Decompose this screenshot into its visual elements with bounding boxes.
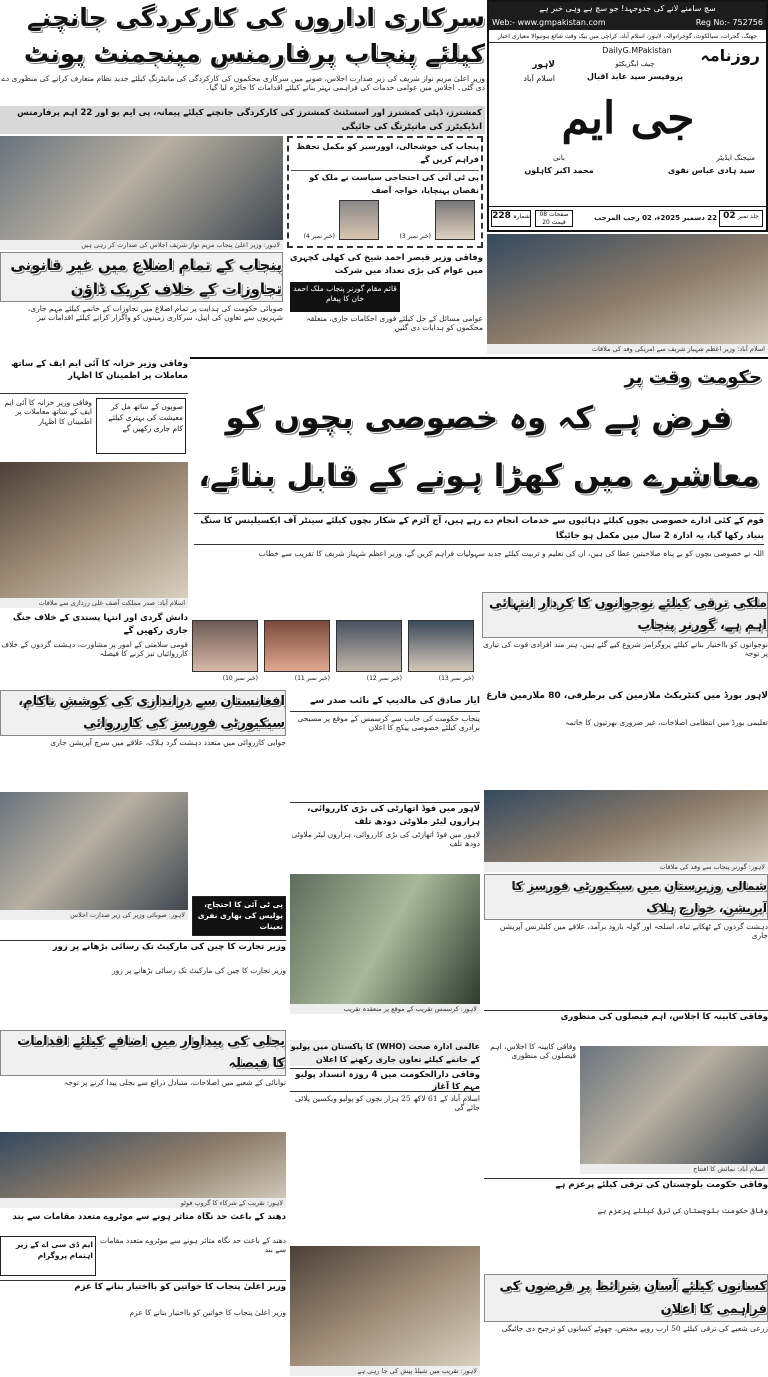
chief-executive-name: پروفیسر سید عابد اقبال [587, 72, 683, 81]
meeting-photo-top-caption: لاہور: وزیر اعلیٰ پنجاب مریم نواز شریف اجلاس کی صدارت کر رہی ہیں [0, 240, 283, 250]
thumb-1 [192, 620, 258, 672]
editions-line: جھنگ، گجرات، سیالکوٹ، گوجرانوالہ، لاہور، اسلام آباد، کراچی میں بیک وقت شائع ہونیوالا معیاری اخبار [489, 31, 766, 43]
provincial-meeting-caption: لاہور: صوبائی وزیر کی زیر صدارت اجلاس [0, 910, 188, 920]
protest-box: پی ٹی آئی کا احتجاج، پولیس کی بھاری نفری تعینات [192, 896, 286, 936]
finance-headline: وفاقی وزیر خزانہ کا آئی ایم ایف کے ساتھ معاملات پر اطمینان کا اظہار [0, 358, 188, 394]
power-generation-headline: بجلی کی پیداوار میں اضافے کیلئے اقدامات کا فیصلہ [0, 1030, 286, 1076]
board-employees-headline: لاہور بورڈ میں کنٹریکٹ ملازمین کی برطرفی، 80 ملازمین فارغ [486, 691, 768, 701]
cabinet-body: وفاقی کابینہ کا اجلاس، اہم فیصلوں کی منظوری [490, 1042, 576, 1061]
thumb-4 [408, 620, 474, 672]
governor-quote-box: قائم مقام گورنر پنجاب ملک احمد خان کا پیغام [290, 282, 400, 312]
governor-delegation-photo [484, 790, 768, 862]
number-label: شمارہ [513, 213, 530, 220]
encroachment-body: صوبائی حکومت کی ہدایت پر تمام اضلاع میں تجاوزات کے خاتمے کیلئے مہم جاری، شہریوں سے تعاون کی اپیل، سرکاری زمینوں کو واگزار کرانے کیلئے اقدامات تیز [27, 304, 283, 323]
top-mid-caption-1: (خبر نمبر 4) [303, 233, 335, 240]
speaker-meeting-headline: ایاز صادق کی مالدیپ کے نائب صدر سے [290, 690, 480, 712]
top-mid-box [287, 136, 483, 248]
masthead [487, 0, 768, 232]
newspaper-title: جی ایم [561, 93, 695, 144]
web-bar [489, 16, 766, 30]
thumb-4-caption: (خبر نمبر 13) [438, 675, 474, 682]
open-court-body: عوامی مسائل کے حل کیلئے فوری احکامات جاری، متعلقہ محکموں کو ہدایات دی گئیں [306, 314, 483, 333]
mdca-box: ایم ڈی سی اے کے زیر اہتمام پروگرام [0, 1236, 96, 1276]
reg-number: Reg No:- 752756 [695, 18, 763, 27]
pages-box [535, 210, 573, 227]
city-lahore: لاہور [532, 60, 555, 70]
website-link[interactable]: Web:- www.gmpakistan.com [492, 18, 606, 27]
president-meeting-caption: اسلام آباد: صدر مملکت آصف علی زرداری سے ملاقات [0, 598, 188, 608]
christmas-event-caption: لاہور: کرسمس تقریب کے موقع پر منعقدہ تقریب [290, 1004, 480, 1014]
portrait-thumb-2 [435, 200, 475, 240]
terror-body: قومی سلامتی کے امور پر مشاورت، دہشت گردوں کے خلاف کارروائیاں تیز کرنے کا فیصلہ [1, 640, 188, 659]
pm-meeting-photo-caption: اسلام آباد: وزیر اعظم شہباز شریف سے امریکی وفد کی ملاقات [487, 344, 768, 354]
thumb-3-caption: (خبر نمبر 12) [366, 675, 402, 682]
trade-headline: وزیر تجارت کا چین کی مارکیٹ تک رسائی بڑھانے پر زور [0, 940, 286, 964]
thumb-2-caption: (خبر نمبر 11) [294, 675, 330, 682]
shield-ceremony-caption: لاہور: تقریب میں شیلڈ پیش کی جا رہی ہے [290, 1366, 480, 1376]
price: قیمت 20 [542, 219, 566, 226]
managing-editor-name: سید ہادی عباس نقوی [667, 166, 755, 175]
farmers-loan-headline: کسانوں کیلئے آسان شرائط پر قرضوں کی فراہمی کا اعلان [484, 1274, 768, 1322]
founder-name: محمد اکبر کاہلوں [524, 166, 594, 175]
speaker-meeting-body: پنجاب حکومت کی جانب سے کرسمس کے موقع پر مسیحی برادری کیلئے خصوصی پیکج کا اعلان [297, 714, 480, 733]
top-mid-caption-2: (خبر نمبر 3) [399, 233, 431, 240]
farmers-loan-body: زرعی شعبے کی ترقی کیلئے 50 ارب روپے مختص، چھوٹے کسانوں کو ترجیح دی جائیگی [501, 1324, 768, 1333]
main-kicker: قوم کے کئی ادارے خصوصی بچوں کیلئے دہائیوں سے خدمات انجام دے رہے ہیں، آج آٹزم کے شکار بچوں کیلئے سینٹر آف ایکسیلینس کا سنگ بنیاد رکھا گیا، یہ ادارہ 2 سال میں مکمل ہو جائیگا [194, 513, 764, 545]
governor-delegation-caption: لاہور: گورنر پنجاب سے وفد کی ملاقات [484, 862, 768, 872]
top-mid-box-2: پی ٹی آئی کی احتجاجی سیاست نے ملک کو نقصان پہنچایا، خواجہ آصف [291, 170, 479, 198]
group-photo-caption: لاہور: تقریب کے شرکاء کا گروپ فوٹو [0, 1198, 286, 1208]
issue-number: 02 [723, 211, 736, 221]
fog-body: دھند کے باعث حد نگاہ متاثر ہونے سے موٹروے متعدد مقامات سے بند [100, 1236, 286, 1255]
fog-headline: دھند کے باعث حد نگاہ متاثر ہونے سے موٹروے متعدد مقامات سے بند [12, 1212, 286, 1222]
polio-campaign-body: اسلام آباد کے 61 لاکھ 25 ہزار بچوں کو پولیو ویکسین پلائی جائے گی [295, 1094, 480, 1113]
date-line: 22 دسمبر 2025ء، 02 رجب المرجب [594, 214, 717, 222]
board-employees-body: تعلیمی بورڈ میں انتظامی اصلاحات، غیر ضروری بھرتیوں کا خاتمہ [565, 718, 768, 727]
main-headline-line1: حکومت وقت پر [624, 367, 762, 388]
top-mid-box-1: پنجاب کی خوشحالی، اوورسیز کو مکمل تحفظ فراہم کریں گے [296, 142, 479, 164]
provincial-meeting-photo [0, 792, 188, 910]
thumb-strip [190, 590, 478, 686]
portrait-thumb-1 [339, 200, 379, 240]
finance-small-box: صوبوں کے ساتھ مل کر معیشت کی بہتری کیلئے کام جاری رکھیں گے [96, 398, 186, 454]
pm-meeting-photo [487, 234, 768, 344]
lead-headline-top: سرکاری اداروں کی کارکردگی جانچنے کیلئے پنجاب پرفارمنس مینجمنٹ یونٹ [23, 3, 485, 68]
chief-executive-label: چیف ایگزیکٹو [615, 60, 655, 68]
daily-en-title: DailyG.MPakistan [602, 46, 672, 55]
issue-info-bar [489, 206, 766, 230]
main-body: اللہ نے خصوصی بچوں کو بے پناہ صلاحیتیں عطا کی ہیں، ان کی تعلیم و تربیت کیلئے جدید سہولیات فراہم کریں گے، وزیر اعظم شہباز شریف کا تقریب سے خطاب [258, 549, 764, 558]
number-box [491, 210, 531, 227]
youth-body: نوجوانوں کو بااختیار بنانے کیلئے پروگرامز شروع کیے گئے ہیں، ہنر مند افرادی قوت کی تیاری پر توجہ [483, 640, 768, 659]
finance-body: وفاقی وزیر خزانہ کا آئی ایم ایف کے ساتھ معاملات پر اطمینان کا اظہار [4, 398, 92, 426]
shield-ceremony-photo [290, 1246, 480, 1366]
thumb-3 [336, 620, 402, 672]
encroachment-headline: پنجاب کے تمام اضلاع میں غیر قانونی تجاوزات کے خلاف کریک ڈاؤن [0, 252, 283, 302]
infiltration-body: جوابی کارروائی میں متعدد دہشت گرد ہلاک، علاقے میں سرچ آپریشن جاری [50, 738, 286, 747]
lead-body-top: وزیر اعلیٰ مریم نواز شریف کی زیر صدارت اجلاس، صوبے میں سرکاری محکموں کی کارکردگی کی مانیٹرنگ کیلئے جدید نظام متعارف کرانے کی منظوری دے دی گئی۔ اجلاس میں عوامی خدمات کی فراہمی بہتر بنانے کیلئے اقدامات کا جائزہ لیا گیا۔ [1, 74, 485, 93]
president-meeting-photo [0, 462, 188, 598]
thumb-2 [264, 620, 330, 672]
exhibition-caption: اسلام آباد: نمائش کا افتتاح [580, 1164, 768, 1174]
who-headline: عالمی ادارہ صحت (WHO) کا پاکستان میں پولیو کے خاتمے کیلئے تعاون جاری رکھنے کا اعلان [290, 1042, 480, 1064]
balochistan-body: وفاقی حکومت بلوچستان کی ترقی کیلئے پرعزم ہے [597, 1206, 768, 1215]
city-islamabad: اسلام آباد [523, 74, 555, 83]
terror-headline: دانش گردی اور انتہا پسندی کے خلاف جنگ جاری رکھیں گے [12, 613, 188, 636]
founder-label: بانی [553, 154, 565, 162]
food-authority-headline: لاہور میں فوڈ اتھارٹی کی بڑی کارروائی، ہزاروں لیٹر ملاوٹی دودھ تلف [290, 802, 480, 828]
balochistan-headline: وفاقی حکومت بلوچستان کی ترقی کیلئے پرعزم ہے [484, 1178, 768, 1204]
managing-editor-label: منیجنگ ایڈیٹر [716, 154, 755, 162]
waziristan-body: دہشت گردوں کے ٹھکانے تباہ، اسلحہ اور گولہ بارود برآمد، علاقے میں کلیئرنس آپریشن جاری [499, 922, 768, 941]
number-value: 228 [492, 211, 511, 221]
issue-number-box [719, 210, 763, 227]
women-empowerment-headline: وزیر اعلیٰ پنجاب کا خواتین کو بااختیار بنانے کا عزم [0, 1280, 286, 1306]
pages-count: صفحات 08 [539, 211, 569, 218]
cabinet-headline: وفاقی کابینہ کا اجلاس، اہم فیصلوں کی منظوری [484, 1010, 768, 1040]
trade-body: وزیر تجارت کا چین کی مارکیٹ تک رسائی بڑھانے پر زور [112, 966, 286, 975]
youth-headline: ملکی ترقی کیلئے نوجوانوں کا کردار انتہائی اہم ہے، گورنر پنجاب [482, 592, 768, 638]
group-photo [0, 1132, 286, 1198]
power-generation-body: توانائی کے شعبے میں اصلاحات، متبادل ذرائع سے بجلی پیدا کرنے پر توجہ [63, 1078, 286, 1087]
meeting-photo-top [0, 136, 283, 240]
slogan-banner: سچ سامنے لانے کی جدوجہد! جو سچ ہے وہی خبر ہے [489, 2, 766, 16]
waziristan-headline: شمالی وزیرستان میں سیکیورٹی فورسز کا آپریشن، خوارج ہلاک [484, 874, 768, 920]
infiltration-headline: افغانستان سے دراندازی کی کوشش ناکام، سیکیورٹی فورسز کی کارروائی [0, 690, 286, 736]
lead-subheadline-top: کمشنرز، ڈپٹی کمشنرز اور اسسٹنٹ کمشنرز کی کارکردگی جانچنے کیلئے پیمانہ، پی ایم یو اور 22 اہم پرفارمنس انڈیکیٹرز کی مانیٹرنگ کی جائیگی [0, 106, 485, 134]
polio-campaign-headline: وفاقی دارالحکومت میں 4 روزہ انسداد پولیو مہم کا آغاز [290, 1068, 480, 1092]
christmas-event-photo [290, 874, 480, 1004]
main-headline-line2: فرض ہے کہ وہ خصوصی بچوں کو معاشرے میں کھڑا ہونے کے قابل بنائے، [198, 400, 760, 494]
issue-number-label: جلد نمبر [737, 213, 759, 220]
open-court-headline: وفاقی وزیر قیصر احمد شیخ کی کھلی کچہری میں عوام کی بڑی تعداد میں شرکت [289, 253, 483, 276]
roznama-label: روزنامہ [700, 46, 760, 65]
women-empowerment-body: وزیر اعلیٰ پنجاب کا خواتین کو بااختیار بنانے کا عزم [129, 1308, 286, 1317]
exhibition-photo [580, 1046, 768, 1164]
main-story [190, 357, 768, 587]
thumb-1-caption: (خبر نمبر 10) [222, 675, 258, 682]
food-authority-body: لاہور میں فوڈ اتھارٹی کی بڑی کارروائی، ہزاروں لیٹر ملاوٹی دودھ تلف [291, 830, 480, 849]
